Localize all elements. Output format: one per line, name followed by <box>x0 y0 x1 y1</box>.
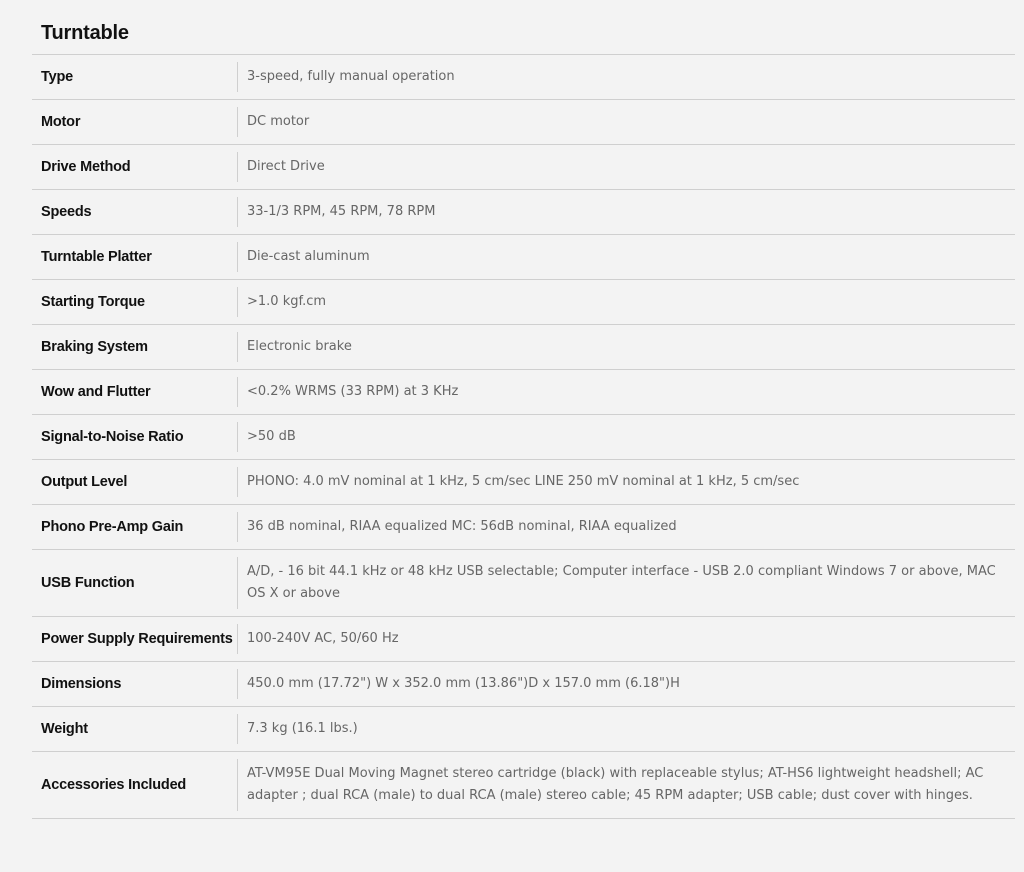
spec-value: 33-1/3 RPM, 45 RPM, 78 RPM <box>237 197 1005 227</box>
table-row <box>32 370 1015 415</box>
table-row <box>32 662 1015 707</box>
spec-value: 100-240V AC, 50/60 Hz <box>237 624 1005 654</box>
spec-value: 3-speed, fully manual operation <box>237 62 1005 92</box>
spec-value: AT-VM95E Dual Moving Magnet stereo cartridge (black) with replaceable stylus; AT-HS6 lightweight headshell; AC adapter ; dual RCA (male) to dual RCA (male) stereo cable; 45 RPM adapter; USB cable; dust cover with hinges. <box>237 759 1005 811</box>
spec-table <box>32 55 1015 819</box>
spec-label: Output Level <box>41 473 128 490</box>
spec-section <box>32 18 1015 819</box>
spec-value: 36 dB nominal, RIAA equalized MC: 56dB nominal, RIAA equalized <box>237 512 1005 542</box>
spec-label: Type <box>41 68 73 85</box>
spec-value: A/D, - 16 bit 44.1 kHz or 48 kHz USB selectable; Computer interface - USB 2.0 compliant Windows 7 or above, MAC OS X or above <box>237 557 1005 609</box>
section-title: Turntable <box>32 18 1015 55</box>
table-row <box>32 505 1015 550</box>
spec-value: PHONO: 4.0 mV nominal at 1 kHz, 5 cm/sec LINE 250 mV nominal at 1 kHz, 5 cm/sec <box>237 467 1005 497</box>
table-row <box>32 550 1015 617</box>
table-row <box>32 617 1015 662</box>
spec-label: Motor <box>41 113 81 130</box>
spec-label: Turntable Platter <box>41 248 152 265</box>
table-row <box>32 280 1015 325</box>
table-row <box>32 145 1015 190</box>
spec-value: Direct Drive <box>237 152 1005 182</box>
table-row <box>32 55 1015 100</box>
table-row <box>32 235 1015 280</box>
spec-label: Wow and Flutter <box>41 383 151 400</box>
spec-value: >50 dB <box>237 422 1005 452</box>
spec-label: Signal-to-Noise Ratio <box>41 428 184 445</box>
spec-label: Braking System <box>41 338 148 355</box>
spec-label: USB Function <box>41 574 135 591</box>
spec-value: 450.0 mm (17.72") W x 352.0 mm (13.86")D x 157.0 mm (6.18")H <box>237 669 1005 699</box>
spec-value: Electronic brake <box>237 332 1005 362</box>
table-row <box>32 190 1015 235</box>
spec-label: Accessories Included <box>41 776 187 793</box>
spec-value: <0.2% WRMS (33 RPM) at 3 KHz <box>237 377 1005 407</box>
spec-value: Die-cast aluminum <box>237 242 1005 272</box>
spec-value: 7.3 kg (16.1 lbs.) <box>237 714 1005 744</box>
spec-value: DC motor <box>237 107 1005 137</box>
spec-value: >1.0 kgf.cm <box>237 287 1005 317</box>
spec-label: Weight <box>41 720 88 737</box>
table-row <box>32 100 1015 145</box>
spec-label: Speeds <box>41 203 92 220</box>
spec-label: Starting Torque <box>41 293 145 310</box>
spec-label: Phono Pre-Amp Gain <box>41 518 184 535</box>
table-row <box>32 707 1015 752</box>
table-row <box>32 460 1015 505</box>
spec-label: Power Supply Requirements <box>41 630 233 647</box>
table-row <box>32 325 1015 370</box>
table-row <box>32 415 1015 460</box>
spec-label: Drive Method <box>41 158 131 175</box>
spec-label: Dimensions <box>41 675 122 692</box>
table-row <box>32 752 1015 819</box>
